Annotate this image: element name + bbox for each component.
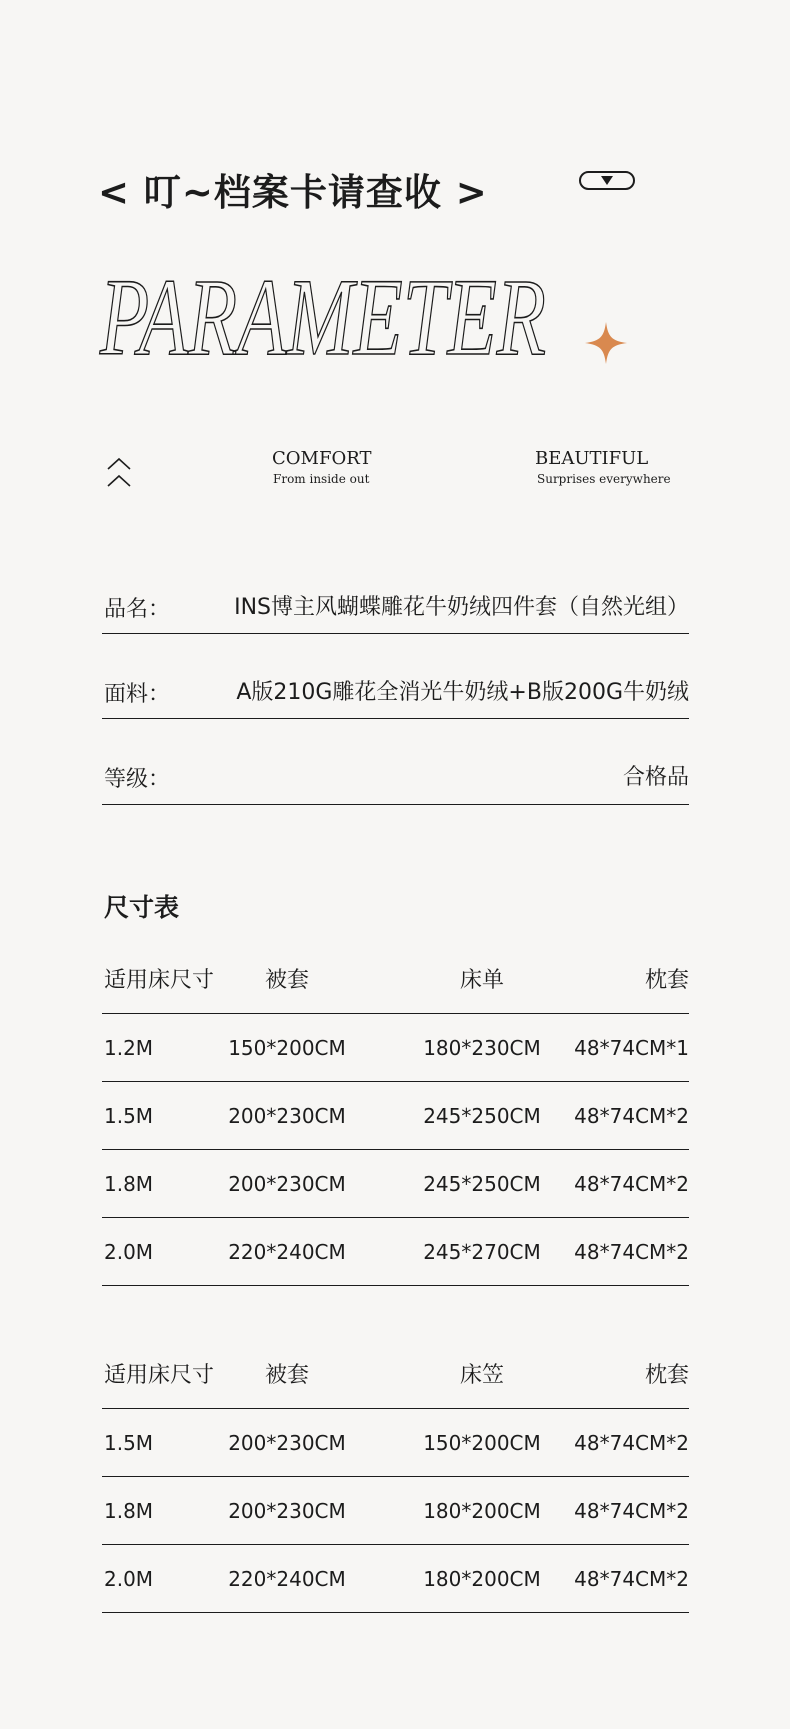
table-cell: 200*230CM	[228, 1103, 346, 1128]
table-row	[102, 1545, 689, 1613]
tagline-beautiful-sub: Surprises everywhere	[537, 472, 671, 486]
table-header-cell: 枕套	[644, 1363, 689, 1388]
table-cell: 2.0M	[104, 1566, 154, 1591]
size-table-sheet	[102, 944, 689, 1286]
spec-row-fabric	[102, 669, 689, 719]
parameter-heading-text: PARAMETER	[99, 256, 546, 378]
table-header-row	[102, 1339, 689, 1409]
spec-row-name	[102, 584, 689, 634]
table-row	[102, 1014, 689, 1082]
table-cell: 48*74CM*2	[574, 1498, 689, 1523]
parameter-heading	[99, 256, 560, 378]
table-cell: 150*200CM	[423, 1430, 541, 1455]
table-header-cell: 被套	[264, 1363, 309, 1388]
table-header-row	[102, 944, 689, 1014]
table-cell: 200*230CM	[228, 1171, 346, 1196]
tagline-beautiful-title: BEAUTIFUL	[535, 448, 649, 469]
table-header-cell: 床单	[459, 968, 504, 993]
table-cell: 220*240CM	[228, 1239, 346, 1264]
table-cell: 48*74CM*2	[574, 1171, 689, 1196]
size-table-title: 尺寸表	[104, 893, 180, 922]
page-title: < 叮~档案卡请查收 >	[98, 171, 488, 214]
table-cell: 150*200CM	[228, 1035, 346, 1060]
table-cell: 180*200CM	[423, 1566, 541, 1591]
table-row	[102, 1218, 689, 1286]
table-cell: 2.0M	[104, 1239, 154, 1264]
chevron-down-icon	[601, 176, 613, 185]
size-table-fitted	[102, 1339, 689, 1613]
table-row	[102, 1082, 689, 1150]
table-header-cell: 适用床尺寸	[104, 1363, 215, 1388]
tagline-comfort-title: COMFORT	[272, 448, 372, 469]
table-cell: 1.2M	[104, 1035, 154, 1060]
table-cell: 1.8M	[104, 1498, 154, 1523]
table-cell: 48*74CM*2	[574, 1103, 689, 1128]
spec-label: 等级：	[104, 767, 171, 792]
table-cell: 1.5M	[104, 1103, 154, 1128]
table-row	[102, 1409, 689, 1477]
double-chevron-up-icon	[106, 455, 132, 491]
table-row	[102, 1477, 689, 1545]
table-row	[102, 1150, 689, 1218]
table-cell: 245*250CM	[423, 1103, 541, 1128]
tagline-comfort-sub: From inside out	[273, 472, 370, 486]
table-cell: 1.8M	[104, 1171, 154, 1196]
spec-value: A版210G雕花全消光牛奶绒+B版200G牛奶绒	[236, 680, 689, 705]
spec-value: 合格品	[622, 765, 689, 790]
table-cell: 48*74CM*1	[574, 1035, 689, 1060]
table-cell: 48*74CM*2	[574, 1430, 689, 1455]
table-header-cell: 适用床尺寸	[104, 968, 215, 993]
table-cell: 180*200CM	[423, 1498, 541, 1523]
table-cell: 48*74CM*2	[574, 1566, 689, 1591]
table-cell: 220*240CM	[228, 1566, 346, 1591]
table-header-cell: 枕套	[644, 968, 689, 993]
table-cell: 200*230CM	[228, 1498, 346, 1523]
spec-value: INS博主风蝴蝶雕花牛奶绒四件套（自然光组）	[234, 595, 689, 620]
table-cell: 200*230CM	[228, 1430, 346, 1455]
table-cell: 245*250CM	[423, 1171, 541, 1196]
table-header-cell: 被套	[264, 968, 309, 993]
table-cell: 1.5M	[104, 1430, 154, 1455]
spec-label: 品名：	[104, 597, 171, 622]
dropdown-toggle[interactable]	[579, 171, 635, 190]
sparkle-icon	[585, 322, 627, 364]
spec-label: 面料：	[104, 682, 171, 707]
table-header-cell: 床笠	[459, 1363, 504, 1388]
table-cell: 245*270CM	[423, 1239, 541, 1264]
spec-row-grade	[102, 754, 689, 805]
table-cell: 48*74CM*2	[574, 1239, 689, 1264]
table-cell: 180*230CM	[423, 1035, 541, 1060]
